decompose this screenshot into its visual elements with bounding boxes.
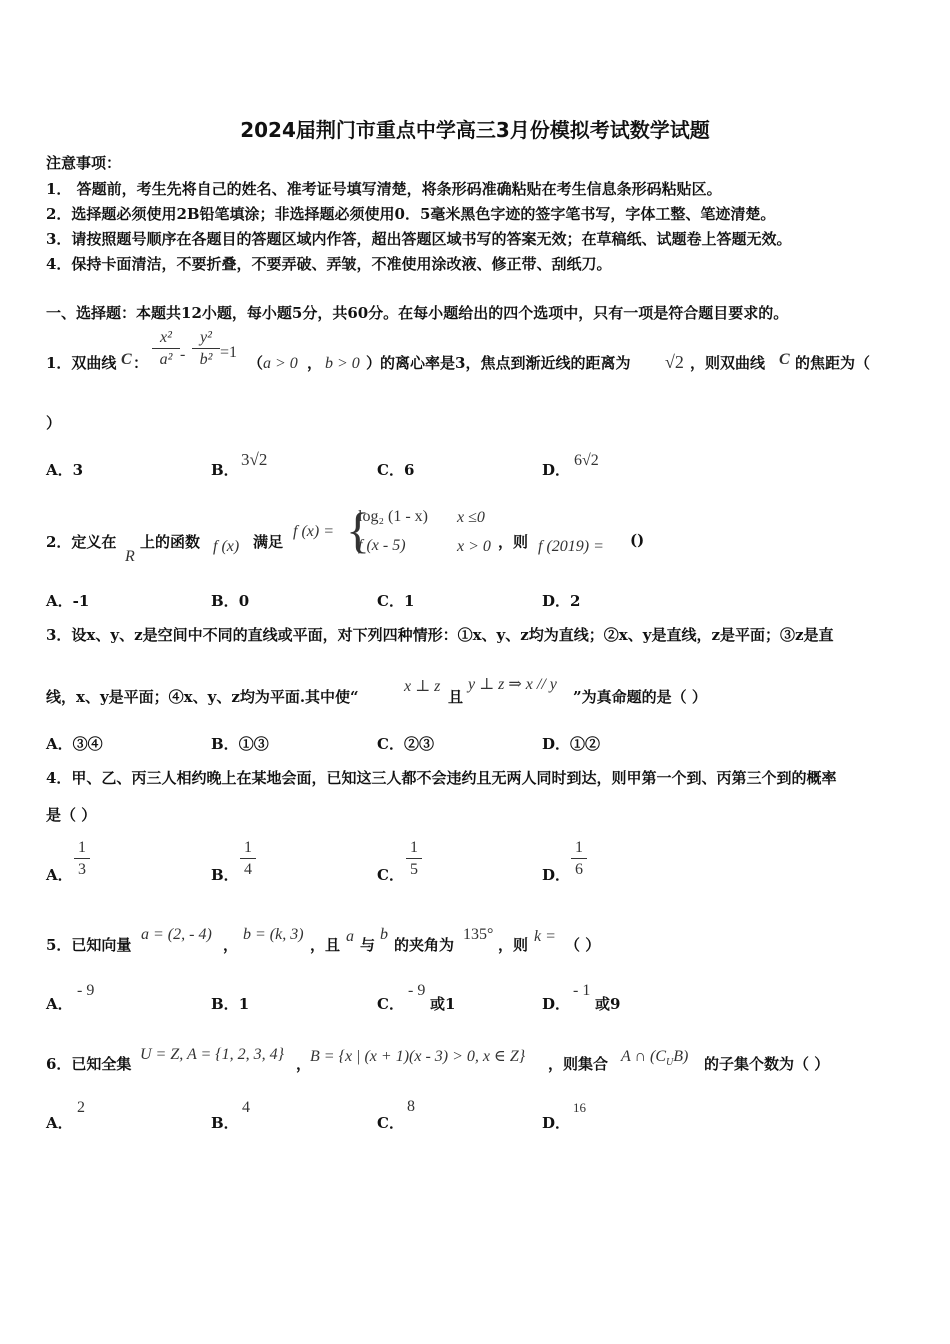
q6-option-d-label: D． (542, 1114, 571, 1132)
q6-option-c-label: C． (377, 1114, 404, 1132)
q1-frac-x (152, 328, 180, 371)
q4-option-b-frac: $\frac{1}{4}$ (240, 838, 256, 881)
q5-option-d-label: D． (542, 995, 571, 1013)
section-heading: 一、选择题：本题共12小题，每小题5分，共60分。在每小题给出的四个选项中，只有一项是符合题目要求的。 (46, 304, 789, 322)
q5-option-d-suffix: 或9 (595, 995, 621, 1013)
q6-set-b: B = {x | (x + 1)(x - 3) > 0, x ∈ Z} (310, 1048, 526, 1065)
q5-vec-a: a = (2, - 4) (141, 926, 212, 943)
q1-option-d-value: 6√2 (574, 452, 599, 469)
q1-var-c: C (121, 351, 132, 368)
q4-option-d-frac: $\frac{1}{6}$ (571, 838, 587, 881)
q1-option-d-label: D． (542, 461, 571, 479)
q1-den-b2: b² (199, 351, 213, 368)
q5-comma: ， (223, 936, 239, 954)
q4-option-c-label: C． (377, 866, 404, 884)
q4-option-c-frac: $\frac{1}{5}$ (406, 838, 422, 881)
q1-prefix: 1．双曲线 (46, 354, 117, 372)
notice-item-2: 2．选择题必须使用2B铅笔填涂；非选择题必须使用0．5毫米黑色字迹的签字笔书写，字体工整、笔迹清楚。 (46, 205, 776, 223)
q2-f2019: f (2019) = (538, 538, 604, 555)
q1-cond-b: b > 0 (325, 355, 360, 372)
q1-cond-a: a > 0 (263, 355, 298, 372)
q2-brace: { (346, 502, 370, 558)
q5-vec-b: b = (k, 3) (243, 926, 304, 943)
q1-colon: ： (133, 354, 149, 372)
q2-option-d: D．2 (542, 592, 581, 610)
q1-var-c2: C (779, 351, 790, 368)
q5-b: b (380, 926, 388, 943)
q4-line2: 是（ ） (46, 806, 97, 824)
q5-paren: （ ） (565, 936, 601, 954)
notice-item-1: 1． 答题前，考生先将自己的姓名、准考证号填写清楚，将条形码准确粘贴在考生信息条形码粘贴区。 (46, 180, 722, 198)
q4-option-a-label: A． (46, 866, 73, 884)
q1-tail2: 的焦距为（ (795, 354, 871, 372)
q5-angle: 135° (463, 926, 494, 943)
q1-option-c: C．6 (377, 461, 415, 479)
q2-paren: () (630, 531, 645, 549)
q1-minus: - (180, 346, 186, 363)
q5-option-a-value: - 9 (77, 982, 95, 999)
q1-sqrt2: √2 (665, 352, 684, 372)
q1-num-x2: x² (152, 328, 180, 349)
q6-text1: ，则集合 (548, 1055, 609, 1073)
q3-and: 且 (448, 688, 464, 706)
notice-heading: 注意事项： (46, 154, 122, 172)
q5-option-c-suffix: 或1 (430, 995, 456, 1013)
q2-text1: 上的函数 (140, 533, 201, 551)
q3-line1: 3．设x、y、z是空间中不同的直线或平面，对下列四种情形：①x、y、z均为直线；②x、y是直线，z是平面；③z是直 (46, 626, 834, 644)
q2-fx: f (x) (213, 538, 240, 555)
q1-cond-close: ） (366, 354, 382, 372)
q2-option-b: B．0 (211, 592, 250, 610)
q1-option-b-label: B． (211, 461, 239, 479)
q3-expr2: y ⊥ z ⇒ x // y (468, 676, 557, 693)
q5-a: a (346, 928, 354, 945)
q1-tail: ，则双曲线 (690, 354, 766, 372)
q5-text3: ，则 (498, 936, 529, 954)
q2-fxeq: f (x) = (293, 523, 334, 540)
q6-option-a-label: A． (46, 1114, 73, 1132)
q1-mid: 的离心率是3，焦点到渐近线的距离为 (380, 354, 631, 372)
q5-k: k = (534, 928, 556, 945)
q3-option-c: C．②③ (377, 735, 434, 753)
q1-close: ） (46, 414, 62, 432)
q2-cond1: x ≤0 (457, 509, 485, 526)
q2-prefix: 2．定义在 (46, 533, 117, 551)
notice-item-3: 3．请按照题号顺序在各题目的答题区域内作答，超出答题区域书写的答案无效；在草稿纸、试题卷上答题无效。 (46, 230, 792, 248)
q1-comma: ， (307, 354, 323, 372)
q5-option-d-value: - 1 (573, 982, 591, 999)
q1-num-y2: y² (192, 328, 220, 349)
q5-with: 与 (360, 936, 376, 954)
q1-den-a2: a² (159, 351, 173, 368)
q3-line2b: ”为真命题的是（ ） (573, 688, 707, 706)
q3-option-a: A．③④ (46, 735, 103, 753)
q3-option-d: D．①② (542, 735, 601, 753)
page-title: 2024届荆门市重点中学高三3月份模拟考试数学试题 (240, 118, 710, 142)
q6-set-u: U = Z, A = {1, 2, 3, 4} (140, 1046, 285, 1063)
q4-line1: 4．甲、乙、丙三人相约晚上在某地会面，已知这三人都不会违约且无两人同时到达，则甲第一个到、丙第三个到的概率 (46, 769, 837, 787)
q6-text2: 的子集个数为（ ） (704, 1055, 830, 1073)
q6-prefix: 6．已知全集 (46, 1055, 132, 1073)
q3-expr1: x ⊥ z (404, 678, 441, 695)
q2-case2: f (x - 5) (358, 537, 406, 554)
q6-option-b-value: 4 (242, 1099, 250, 1116)
q5-prefix: 5．已知向量 (46, 936, 132, 954)
q5-text1: ，且 (310, 936, 341, 954)
q1-eq1: =1 (220, 344, 238, 361)
q2-cond2: x > 0 (457, 538, 491, 555)
q2-text3: ，则 (498, 533, 529, 551)
q1-option-b-value: 3√2 (241, 450, 268, 469)
q5-text2: 的夹角为 (394, 936, 455, 954)
q4-option-b-label: B． (211, 866, 239, 884)
q4-option-a-frac: $\frac{1}{3}$ (74, 838, 90, 881)
q2-case1: log₂ (1 - x) (358, 508, 429, 525)
q6-option-b-label: B． (211, 1114, 239, 1132)
q1-frac-y (192, 328, 220, 371)
notice-item-4: 4．保持卡面清洁，不要折叠，不要弄破、弄皱，不准使用涂改液、修正带、刮纸刀。 (46, 255, 612, 273)
q2-var-r: R (125, 548, 135, 565)
q5-option-c-label: C． (377, 995, 404, 1013)
q6-expr: A ∩ $(C_UB)$ (621, 1048, 689, 1069)
q6-option-c-value: 8 (407, 1098, 415, 1115)
q4-option-d-label: D． (542, 866, 571, 884)
q6-comma: ， (296, 1055, 312, 1073)
q6-option-d-value: 16 (573, 1100, 586, 1115)
q2-text2: 满足 (253, 533, 284, 551)
q6-option-a-value: 2 (77, 1099, 85, 1116)
q5-option-c-value: - 9 (408, 982, 426, 999)
q5-option-a-label: A． (46, 995, 73, 1013)
q3-option-b: B．①③ (211, 735, 269, 753)
q2-option-a: A．-1 (46, 592, 90, 610)
q3-line2a: 线，x、y是平面；④x、y、z均为平面.其中使“ (46, 688, 359, 706)
q1-cond-open: （ (248, 354, 264, 372)
q2-option-c: C．1 (377, 592, 415, 610)
q5-option-b: B．1 (211, 995, 250, 1013)
q1-option-a: A．3 (46, 461, 84, 479)
